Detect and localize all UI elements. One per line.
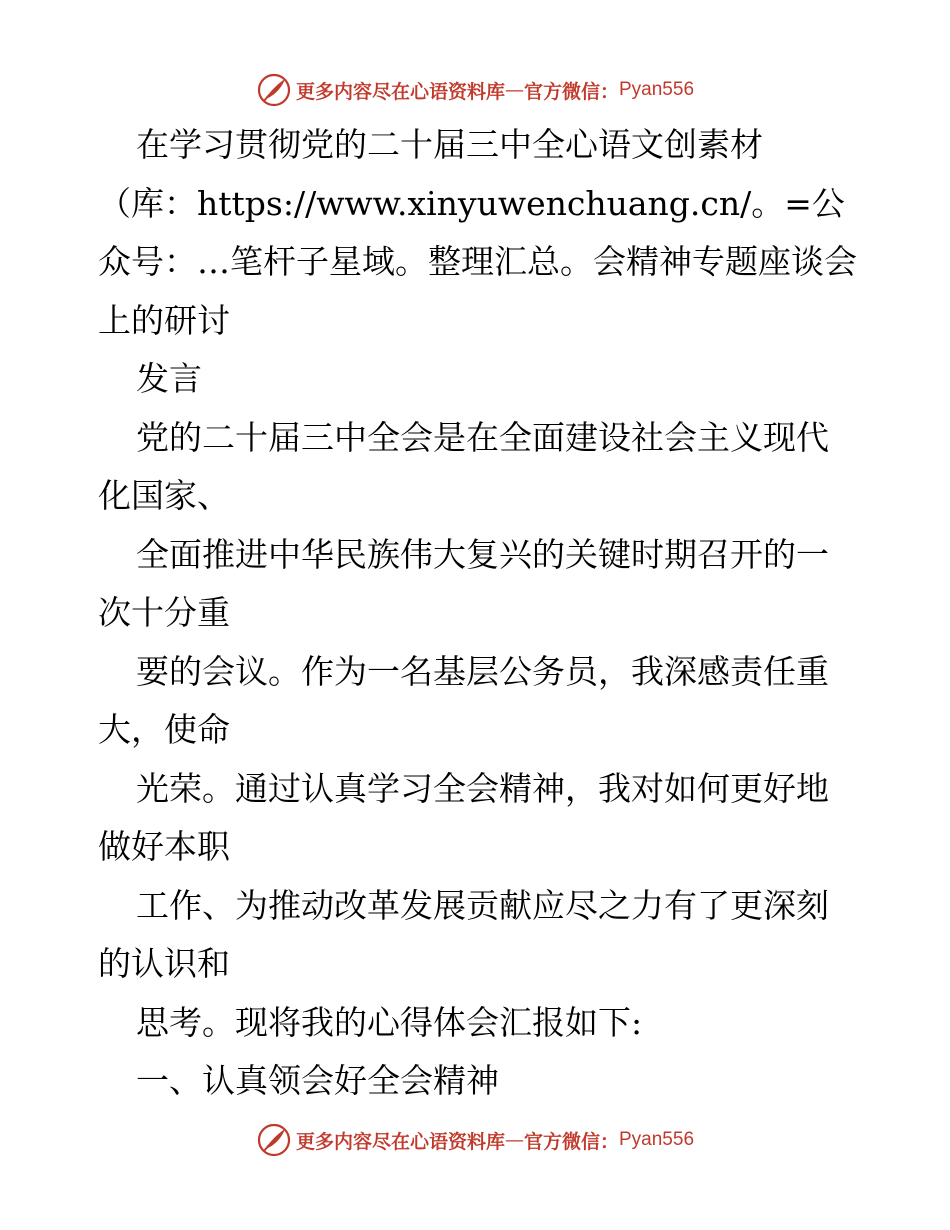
paragraph: 发言 bbox=[135, 359, 202, 398]
header-brand: 更多内容尽在心语资料库 bbox=[295, 80, 505, 103]
paragraph: 党的二十届三中全会是在全面建设社会主义现代化国家、 bbox=[98, 417, 829, 515]
header-wechat-id: Pyan556 bbox=[619, 79, 695, 100]
footer-wechat-label: 官方微信： bbox=[523, 1130, 619, 1153]
paragraph: 光荣。通过认真学习全会精神，我对如何更好地做好本职 bbox=[98, 768, 829, 866]
paragraph: 在学习贯彻党的二十届三中全心语文创素材（库：https://www.xinyuwenchuang.cn/。=公众号：…笔杆子星域。整理汇总。会精神专题座谈会上的研讨 bbox=[98, 125, 857, 340]
footer-separator: — bbox=[504, 1129, 524, 1151]
footer-banner bbox=[0, 1118, 950, 1162]
footer-wechat-id: Pyan556 bbox=[619, 1129, 695, 1150]
section-heading: 一、认真领会好全会精神 bbox=[135, 1061, 499, 1100]
footer-brand: 更多内容尽在心语资料库 bbox=[295, 1130, 505, 1153]
header-wechat-label: 官方微信： bbox=[523, 80, 619, 103]
quill-pen-logo-icon bbox=[256, 1122, 292, 1158]
paragraph: 思考。现将我的心得体会汇报如下: bbox=[135, 1002, 643, 1042]
paragraph: 工作、为推动改革发展贡献应尽之力有了更深刻的认识和 bbox=[98, 885, 829, 983]
header-banner bbox=[0, 68, 950, 112]
header-separator: — bbox=[504, 79, 524, 101]
quill-pen-logo-icon bbox=[256, 72, 292, 108]
document-body bbox=[98, 116, 858, 1111]
paragraph: 全面推进中华民族伟大复兴的关键时期召开的一次十分重 bbox=[98, 534, 829, 632]
paragraph: 要的会议。作为一名基层公务员，我深感责任重大，使命 bbox=[98, 651, 829, 749]
